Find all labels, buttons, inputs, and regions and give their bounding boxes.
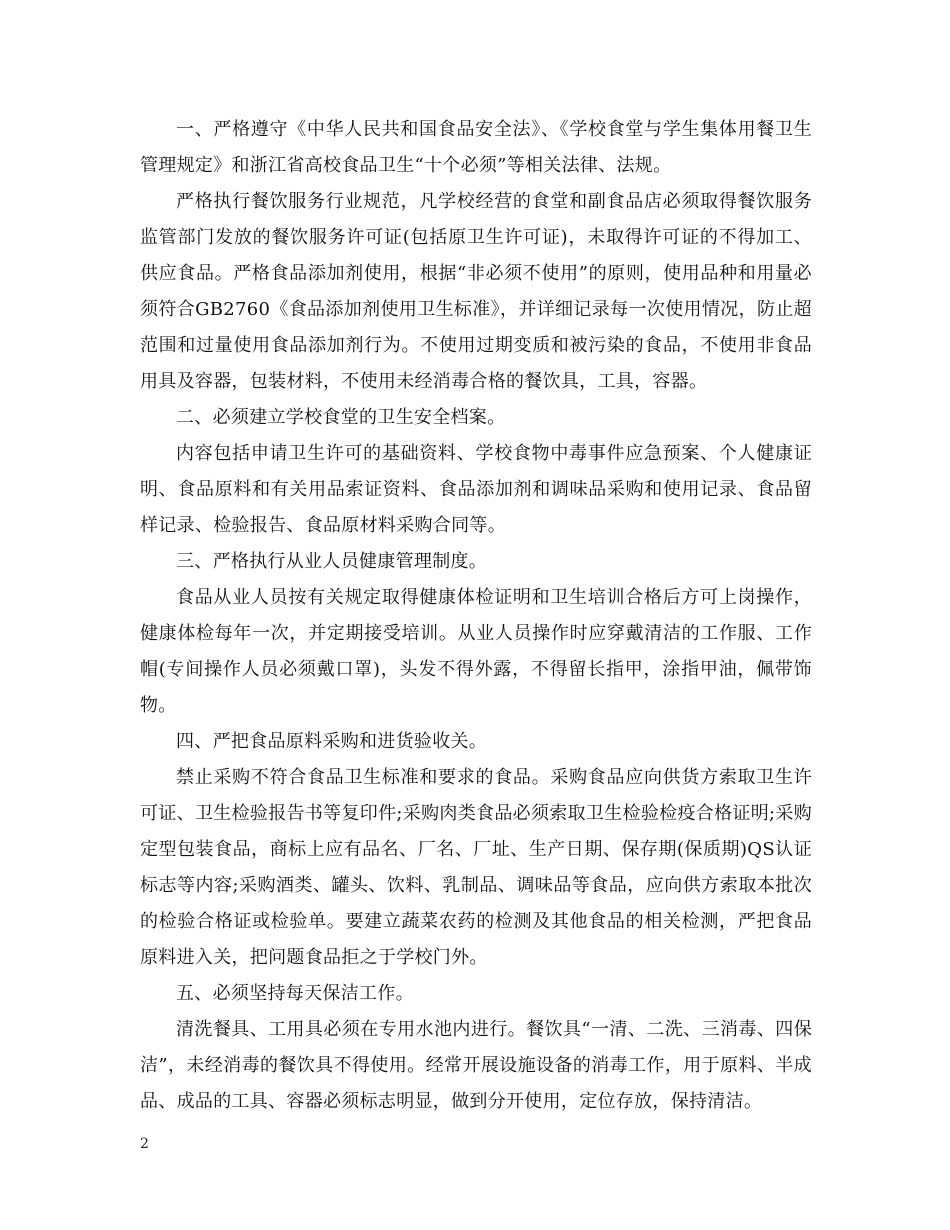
paragraph-2: 严格执行餐饮服务行业规范，凡学校经营的食堂和副食品店必须取得餐饮服务监管部门发放的餐饮服务许可证(包括原卫生许可证)，未取得许可证的不得加工、供应食品。严格食品添加剂使用，根据“非必须不使用”的原则，使用品种和用量必须符合GB2760《食品添加剂使用卫生标准》，并详细记录每一次使用情况，防止超范围和过量使用食品添加剂行为。不使用过期变质和被污染的食品，不使用非食品用具及容器，包装材料，不使用未经消毒合格的餐饮具，工具，容器。 <box>140 191 812 392</box>
page-number: 2 <box>140 1136 149 1152</box>
paragraph-3-heading: 二、必须建立学校食堂的卫生安全档案。 <box>176 407 506 428</box>
paragraph-10: 清洗餐具、工用具必须在专用水池内进行。餐饮具“一清、二洗、三消毒、四保洁”，未经消毒的餐饮具不得使用。经常开展设施设备的消毒工作，用于原料、半成品、成品的工具、容器必须标志明显，做到分开使用，定位存放，保持清洁。 <box>140 1019 812 1112</box>
paragraph-4: 内容包括申请卫生许可的基础资料、学校食物中毒事件应急预案、个人健康证明、食品原料和有关用品索证资料、食品添加剂和调味品采购和使用记录、食品留样记录、检验报告、食品原材料采购合同等。 <box>140 443 812 536</box>
paragraph-1: 一、严格遵守《中华人民共和国食品安全法》、《学校食堂与学生集体用餐卫生管理规定》和浙江省高校食品卫生“十个必须”等相关法律、法规。 <box>140 119 812 176</box>
paragraph-5-heading: 三、严格执行从业人员健康管理制度。 <box>176 551 488 572</box>
paragraph-7-heading: 四、严把食品原料采购和进货验收关。 <box>176 731 488 752</box>
paragraph-6: 食品从业人员按有关规定取得健康体检证明和卫生培训合格后方可上岗操作，健康体检每年一次，并定期接受培训。从业人员操作时应穿戴清洁的工作服、工作帽(专间操作人员必须戴口罩)，头发不得外露，不得留长指甲，涂指甲油，佩带饰物。 <box>140 587 812 716</box>
paragraph-9-heading: 五、必须坚持每天保洁工作。 <box>176 983 414 1004</box>
paragraph-8: 禁止采购不符合食品卫生标准和要求的食品。采购食品应向供货方索取卫生许可证、卫生检验报告书等复印件;采购肉类食品必须索取卫生检验检疫合格证明;采购定型包装食品，商标上应有品名、厂名、厂址、生产日期、保存期(保质期)QS认证标志等内容;采购酒类、罐头、饮料、乳制品、调味品等食品，应向供方索取本批次的检验合格证或检验单。要建立蔬菜农药的检测及其他食品的相关检测，严把食品原料进入关，把问题食品拒之于学校门外。 <box>140 767 812 968</box>
document-body <box>140 112 812 1120</box>
